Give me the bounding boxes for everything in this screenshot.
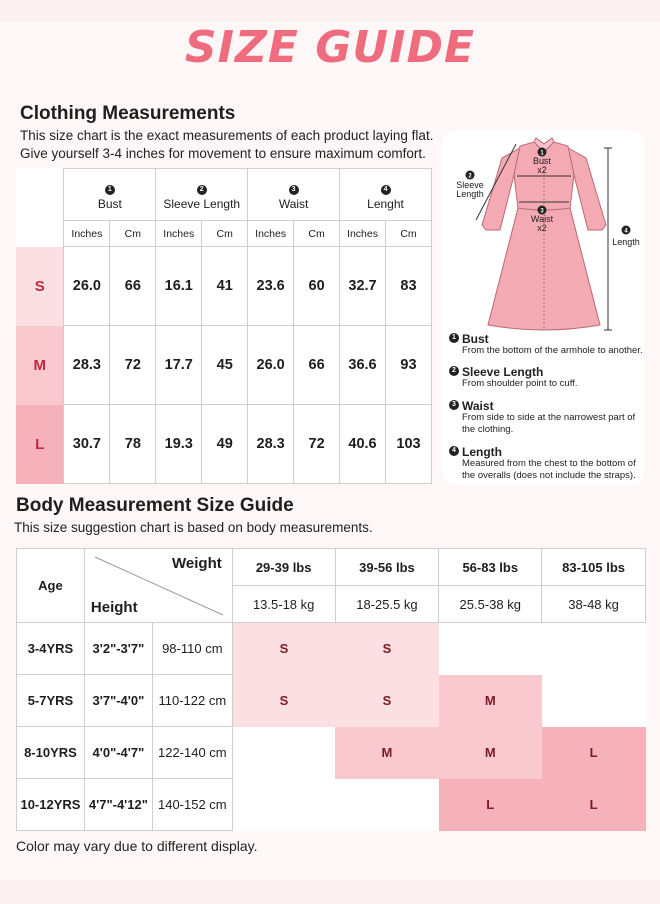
weight-range: 29-39 lbs — [232, 549, 335, 586]
length-num: 4 — [624, 228, 628, 235]
waist-multiplier: x2 — [537, 223, 547, 233]
col-header-waist: 3 Waist — [248, 169, 340, 221]
sleeve-label: Sleeve — [456, 180, 484, 190]
page-title: SIZE GUIDE — [184, 22, 476, 73]
size-cell — [439, 623, 542, 675]
size-cell: L — [542, 779, 646, 831]
bust-multiplier: x2 — [537, 165, 547, 175]
legend-waist — [449, 400, 635, 436]
legend-title: Waist — [462, 399, 494, 413]
table-cell: 28.3 — [64, 326, 110, 405]
bust-label: Bust — [532, 156, 552, 166]
clothing-measurements-table — [16, 168, 432, 484]
legend-desc: Measured from the chest to the bottom of — [462, 458, 636, 469]
size-cell: S — [335, 675, 439, 727]
height-in-cell: 4'0"-4'7" — [84, 727, 152, 779]
table-row — [16, 247, 432, 326]
age-cell: 10-12YRS — [17, 779, 85, 831]
age-header: Age — [17, 549, 85, 623]
body-measurement-table — [16, 548, 646, 831]
body-desc: This size suggestion chart is based on body measurements. — [14, 520, 373, 535]
size-cell: S — [232, 675, 335, 727]
clothing-desc-2: Give yourself 3-4 inches for movement to ensure maximum comfort. — [20, 146, 426, 161]
size-cell — [542, 623, 646, 675]
table-cell: 16.1 — [156, 247, 202, 326]
waist-label: Waist — [530, 214, 554, 224]
table-cell: 72 — [294, 405, 340, 484]
footer-note: Color may vary due to different display. — [16, 838, 258, 854]
sleeve-label-2: Length — [456, 189, 484, 199]
legend-num: 2 — [449, 366, 459, 376]
table-cell: 19.3 — [156, 405, 202, 484]
age-cell: 8-10YRS — [17, 727, 85, 779]
table-cell: 49 — [202, 405, 248, 484]
table-cell: 32.7 — [340, 247, 386, 326]
size-cell: M — [439, 727, 542, 779]
legend-num: 3 — [449, 400, 459, 410]
legend-bust — [449, 333, 643, 357]
table-cell: 17.7 — [156, 326, 202, 405]
waist-num: 3 — [540, 208, 544, 215]
table-cell: 36.6 — [340, 326, 386, 405]
unit-inches: Inches — [64, 221, 110, 247]
table-cell: 26.0 — [248, 326, 294, 405]
weight-range: 56-83 lbs — [439, 549, 542, 586]
age-cell: 3-4YRS — [17, 623, 85, 675]
sleeve-num: 2 — [468, 173, 472, 180]
table-cell: 103 — [385, 405, 431, 484]
legend-num: 4 — [449, 446, 459, 456]
unit-cm: Cm — [294, 221, 340, 247]
table-row — [17, 623, 646, 675]
unit-cm: Cm — [385, 221, 431, 247]
age-cell: 5-7YRS — [17, 675, 85, 727]
height-cm-cell: 110-122 cm — [152, 675, 232, 727]
weight-kg: 25.5-38 kg — [439, 586, 542, 623]
table-row — [17, 779, 646, 831]
size-cell: M — [439, 675, 542, 727]
height-cm-cell: 98-110 cm — [152, 623, 232, 675]
col-header-bust: 1 Bust — [64, 169, 156, 221]
legend-desc: From shoulder point to cuff. — [462, 378, 578, 389]
size-cell — [542, 675, 646, 727]
size-cell: M — [335, 727, 439, 779]
table-cell: 23.6 — [248, 247, 294, 326]
unit-cm: Cm — [202, 221, 248, 247]
legend-desc: From the bottom of the armhole to another. — [462, 345, 643, 356]
clothing-heading: Clothing Measurements — [20, 103, 236, 124]
weight-kg: 18-25.5 kg — [335, 586, 439, 623]
size-cell — [232, 779, 335, 831]
table-row — [16, 405, 432, 484]
table-cell: 78 — [110, 405, 156, 484]
right-sleeve-shape — [568, 148, 606, 230]
legend-title: Length — [462, 445, 502, 459]
bust-num: 1 — [540, 150, 544, 157]
dress-diagram — [442, 130, 644, 340]
size-cell: S — [232, 623, 335, 675]
unit-inches: Inches — [248, 221, 294, 247]
weight-height-header — [84, 549, 232, 623]
col-header-sleeve-length: 2 Sleeve Length — [156, 169, 248, 221]
size-label-l: L — [16, 405, 64, 484]
table-cell: 40.6 — [340, 405, 386, 484]
table-cell: 93 — [385, 326, 431, 405]
height-in-cell: 3'2"-3'7" — [84, 623, 152, 675]
size-cell: L — [542, 727, 646, 779]
legend-title: Sleeve Length — [462, 365, 544, 379]
height-in-cell: 4'7"-4'12" — [84, 779, 152, 831]
legend-desc: From side to side at the narrowest part of — [462, 412, 636, 423]
left-sleeve-shape — [482, 148, 520, 230]
weight-label: Weight — [172, 555, 222, 572]
height-in-cell: 3'7"-4'0" — [84, 675, 152, 727]
table-row — [17, 727, 646, 779]
unit-inches: Inches — [340, 221, 386, 247]
legend-desc: the overalls (does not include the straps). — [462, 470, 636, 481]
height-label: Height — [90, 599, 138, 616]
length-label: Length — [612, 237, 640, 247]
legend-sleeve-length — [449, 366, 577, 390]
legend-desc: the clothing. — [462, 424, 514, 435]
size-cell: S — [335, 623, 439, 675]
col-header-length: 4 Lenght — [340, 169, 432, 221]
size-cell: L — [439, 779, 542, 831]
weight-range: 83-105 lbs — [542, 549, 646, 586]
table-cell: 45 — [202, 326, 248, 405]
size-cell — [232, 727, 335, 779]
weight-kg: 13.5-18 kg — [232, 586, 335, 623]
legend-num: 1 — [449, 333, 459, 343]
table-row — [16, 326, 432, 405]
table-cell: 66 — [294, 326, 340, 405]
legend-length — [449, 446, 636, 482]
height-cm-cell: 122-140 cm — [152, 727, 232, 779]
table-cell: 28.3 — [248, 405, 294, 484]
table-cell: 41 — [202, 247, 248, 326]
size-label-s: S — [16, 247, 64, 326]
clothing-desc-1: This size chart is the exact measurements of each product laying flat. — [20, 128, 434, 143]
table-cell: 72 — [110, 326, 156, 405]
table-cell: 60 — [294, 247, 340, 326]
legend-title: Bust — [462, 332, 489, 346]
table-cell: 66 — [110, 247, 156, 326]
table-cell: 30.7 — [64, 405, 110, 484]
table-row — [17, 675, 646, 727]
table-corner — [16, 169, 64, 221]
unit-cm: Cm — [110, 221, 156, 247]
unit-inches: Inches — [156, 221, 202, 247]
body-heading: Body Measurement Size Guide — [16, 495, 294, 516]
size-cell — [335, 779, 439, 831]
size-label-m: M — [16, 326, 64, 405]
weight-kg: 38-48 kg — [542, 586, 646, 623]
table-cell: 83 — [385, 247, 431, 326]
height-cm-cell: 140-152 cm — [152, 779, 232, 831]
weight-range: 39-56 lbs — [335, 549, 439, 586]
table-cell: 26.0 — [64, 247, 110, 326]
